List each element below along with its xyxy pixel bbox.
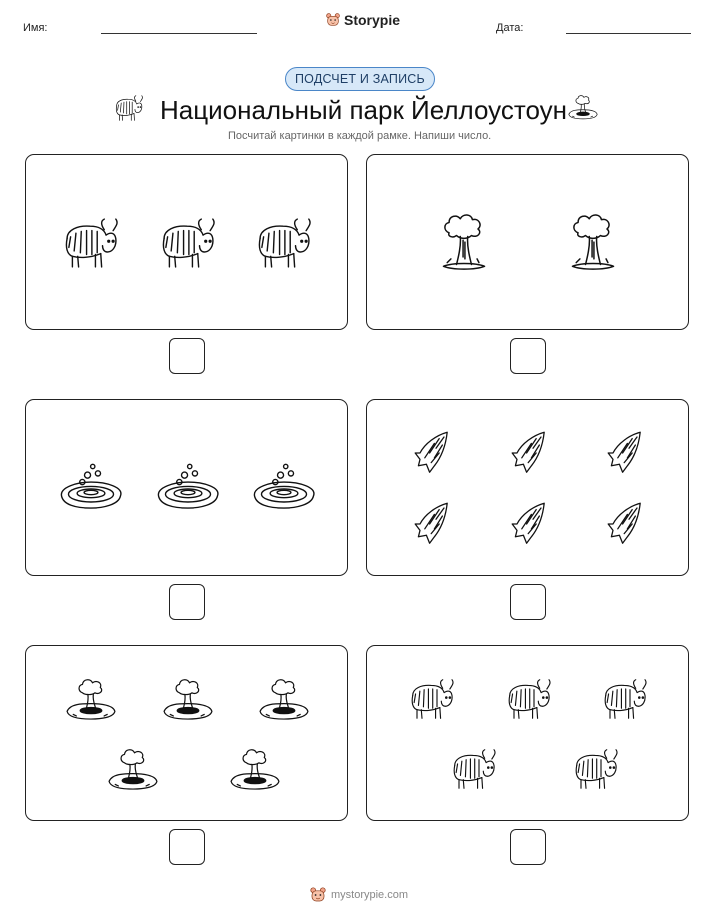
- geyser-icon: [436, 210, 492, 276]
- bison-icon: [253, 212, 315, 274]
- answer-box[interactable]: [169, 829, 205, 865]
- bison-icon: [504, 674, 554, 724]
- date-line[interactable]: [566, 33, 691, 34]
- bison-icon: [571, 744, 621, 794]
- instructions: Посчитай картинки в каждой рамке. Напиши число.: [228, 130, 492, 142]
- bison-icon: [449, 744, 499, 794]
- brand-logo: [325, 12, 400, 28]
- answer-box[interactable]: [510, 584, 546, 620]
- count-panel: [25, 399, 348, 576]
- geyser-crater-icon: [64, 675, 118, 723]
- answer-box[interactable]: [510, 338, 546, 374]
- arrowhead-icon: [412, 428, 452, 478]
- hot-spring-icon: [249, 463, 319, 515]
- count-panel: [366, 154, 689, 330]
- date-label: Дата:: [496, 22, 524, 34]
- bear-footer-icon: [309, 886, 327, 904]
- geyser-crater-icon: [228, 745, 282, 793]
- count-panel: [366, 645, 689, 821]
- geyser-crater-icon: [161, 675, 215, 723]
- hot-spring-icon: [153, 463, 223, 515]
- arrowhead-icon: [509, 428, 549, 478]
- geyser-crater-icon: [257, 675, 311, 723]
- activity-badge: ПОДСЧЕТ И ЗАПИСЬ: [285, 67, 435, 91]
- bison-icon: [407, 674, 457, 724]
- arrowhead-icon: [605, 428, 645, 478]
- footer-site: mystorypie.com: [331, 889, 409, 901]
- bison-icon: [157, 212, 219, 274]
- name-line[interactable]: [101, 33, 257, 34]
- geyser-crater-icon: [106, 745, 160, 793]
- page-title: Национальный парк Йеллоустоун: [160, 95, 567, 125]
- answer-box[interactable]: [169, 584, 205, 620]
- arrowhead-icon: [605, 499, 645, 549]
- count-panel: [366, 399, 689, 576]
- bison-icon: [600, 674, 650, 724]
- count-panel: [25, 154, 348, 330]
- brand-text: Storypie: [344, 12, 401, 28]
- hot-spring-icon: [56, 463, 126, 515]
- name-label: Имя:: [23, 22, 48, 34]
- answer-box[interactable]: [169, 338, 205, 374]
- bison-icon: [60, 212, 122, 274]
- geyser-crater-title-icon: [567, 90, 599, 124]
- footer: [309, 886, 408, 904]
- bison-title-icon: [112, 92, 146, 124]
- bear-logo-icon: [325, 12, 341, 28]
- geyser-icon: [565, 210, 621, 276]
- arrowhead-icon: [412, 499, 452, 549]
- count-panel: [25, 645, 348, 821]
- arrowhead-icon: [509, 499, 549, 549]
- answer-box[interactable]: [510, 829, 546, 865]
